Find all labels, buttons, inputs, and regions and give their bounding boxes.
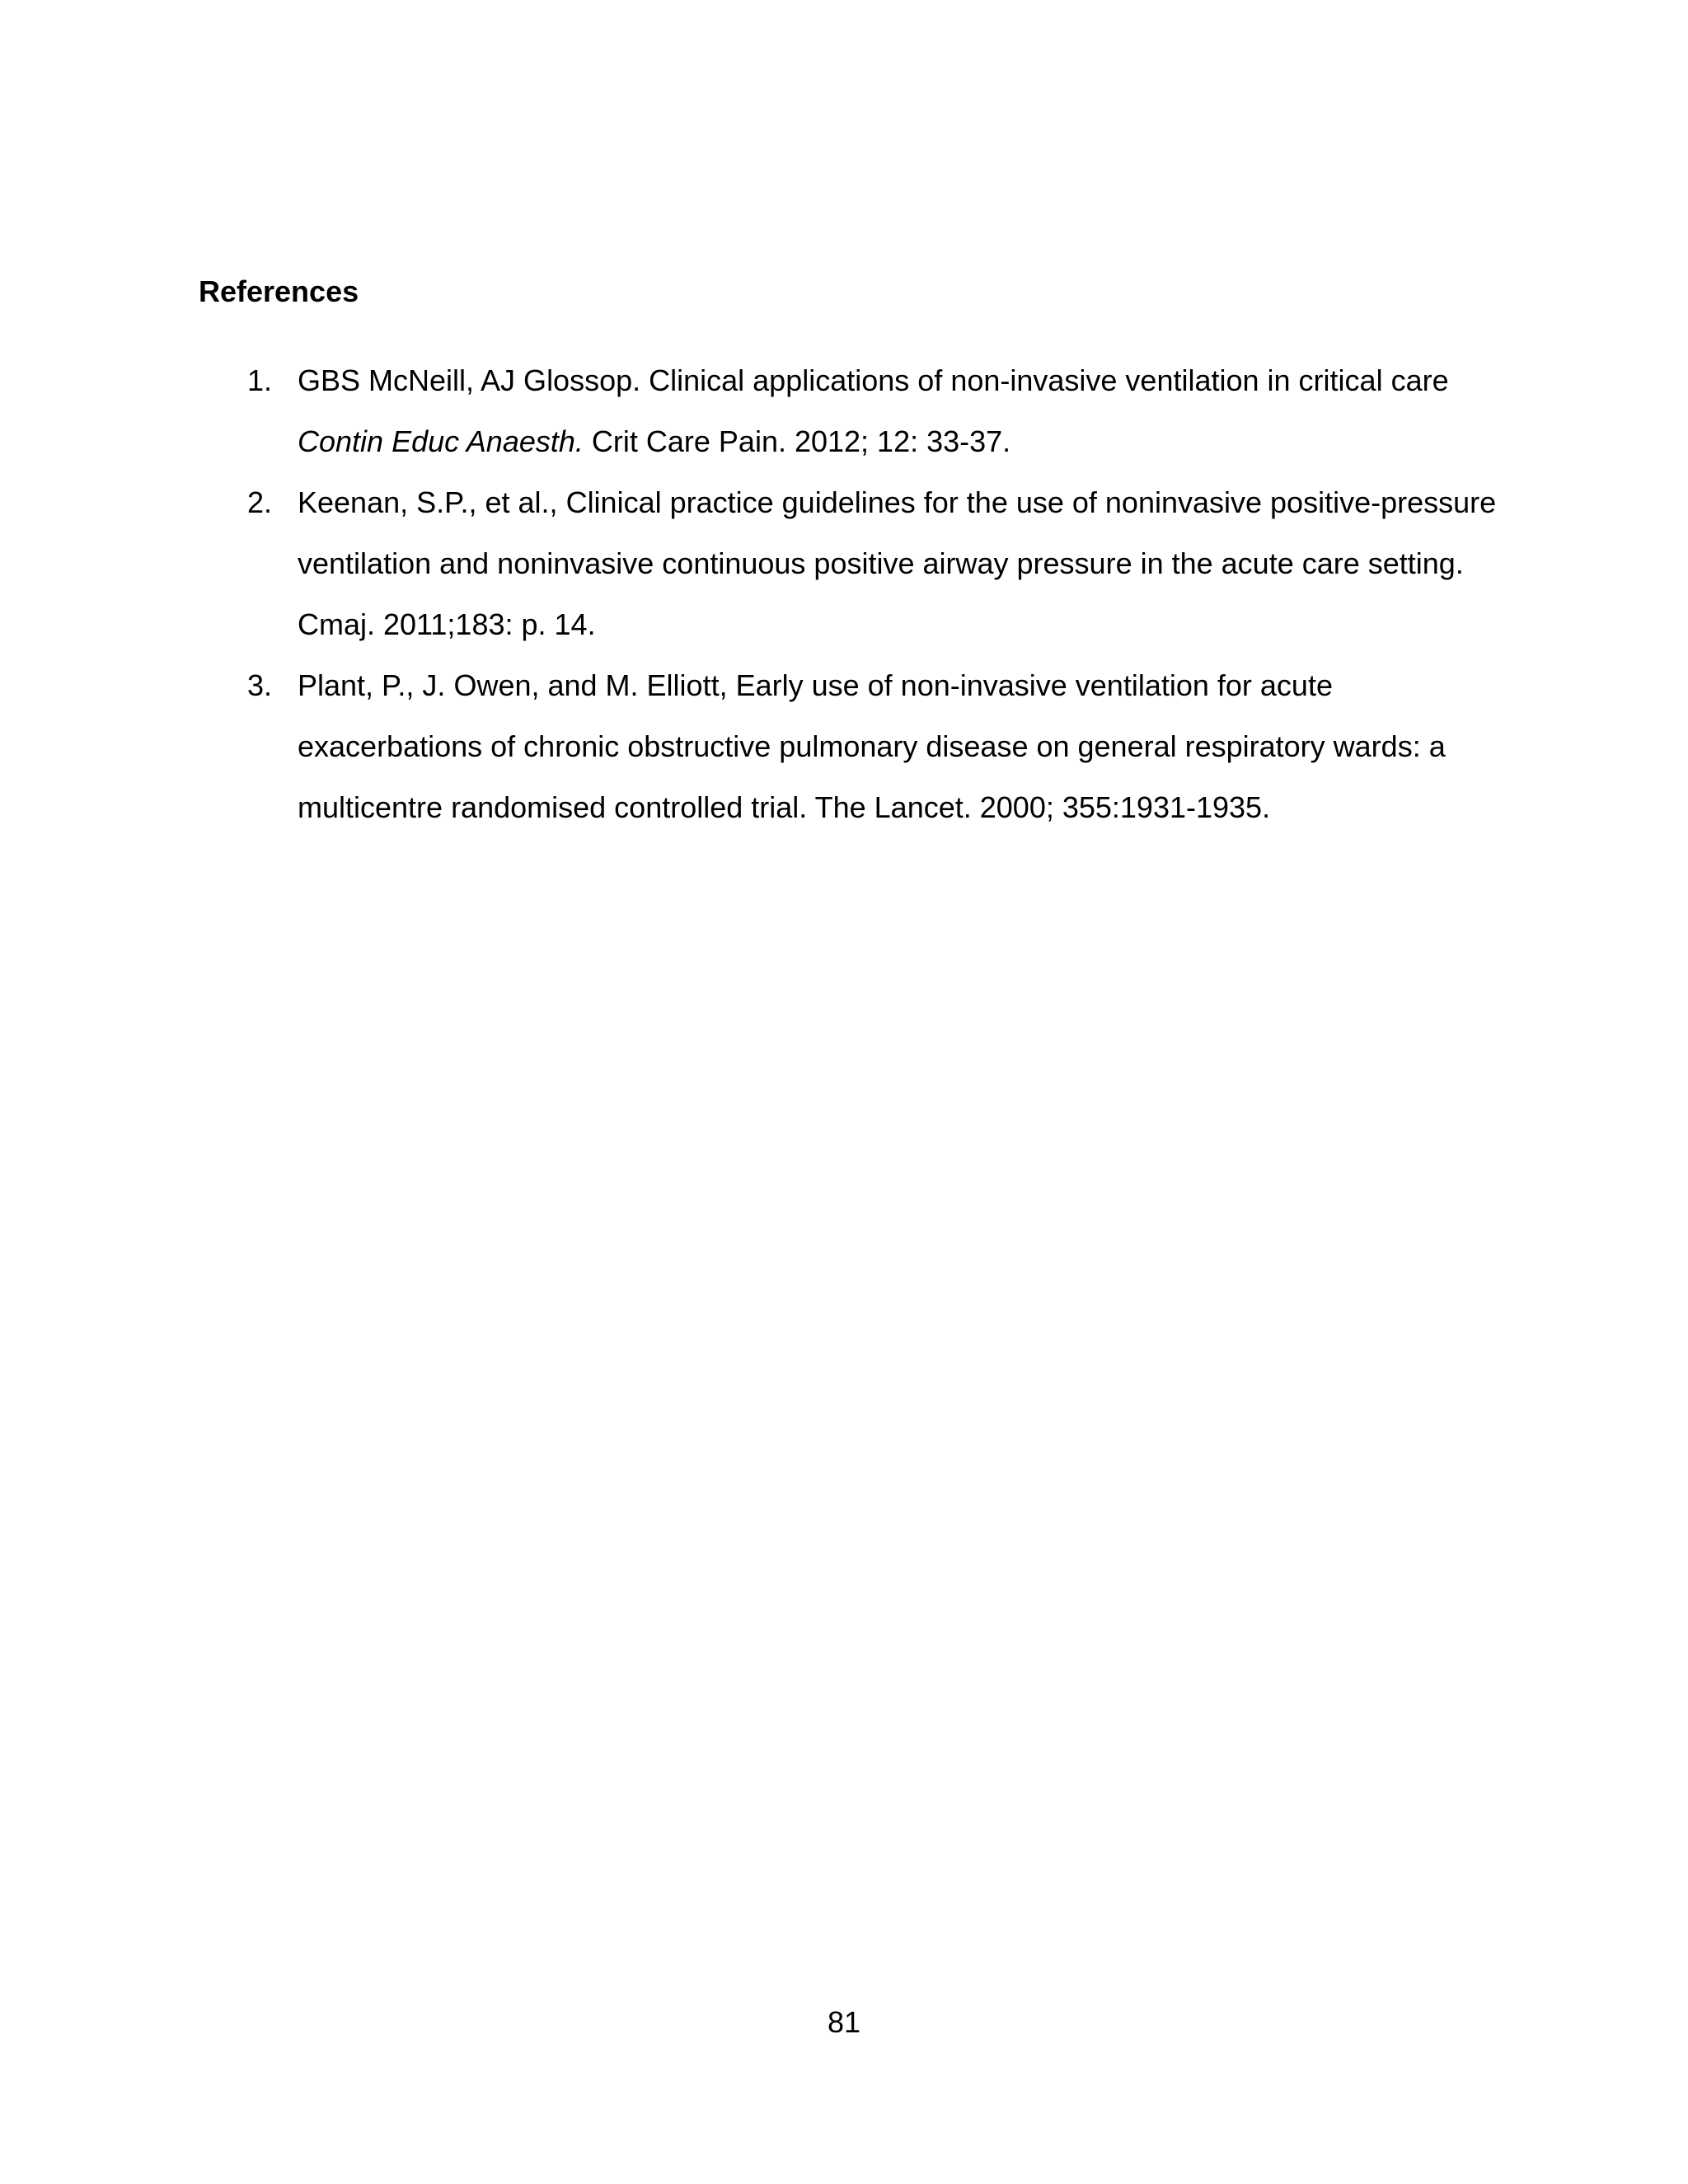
reference-text-part: GBS McNeill, AJ Glossop. Clinical applications of non-invasive ventilation in critical care: [298, 363, 1449, 397]
reference-text: Keenan, S.P., et al., Clinical practice guidelines for the use of noninvasive positive-pressure ventilation and noninvasive continuous positive airway pressure in the acute care setting. Cmaj. 2011;183: p. 14.: [298, 485, 1497, 641]
journal-title-italic: Contin Educ Anaesth.: [298, 424, 584, 458]
reference-text: [298, 350, 1500, 472]
reference-item-2: [247, 472, 1500, 655]
reference-item-1: [247, 350, 1500, 472]
reference-item-3: [247, 655, 1500, 838]
reference-number: 3.: [247, 668, 273, 702]
references-heading: References: [199, 274, 359, 308]
reference-text: Plant, P., J. Owen, and M. Elliott, Early use of non-invasive ventilation for acute exacerbations of chronic obstructive pulmonary disease on general respiratory wards: a multicentre randomised controlled trial. The Lancet. 2000; 355:1931-1935.: [298, 668, 1446, 824]
reference-number: 1.: [247, 363, 273, 397]
reference-text-part: Crit Care Pain. 2012; 12: 33-37.: [583, 424, 1011, 458]
reference-list: [247, 350, 1500, 838]
page-number: 81: [827, 2005, 861, 2039]
reference-number: 2.: [247, 485, 273, 519]
